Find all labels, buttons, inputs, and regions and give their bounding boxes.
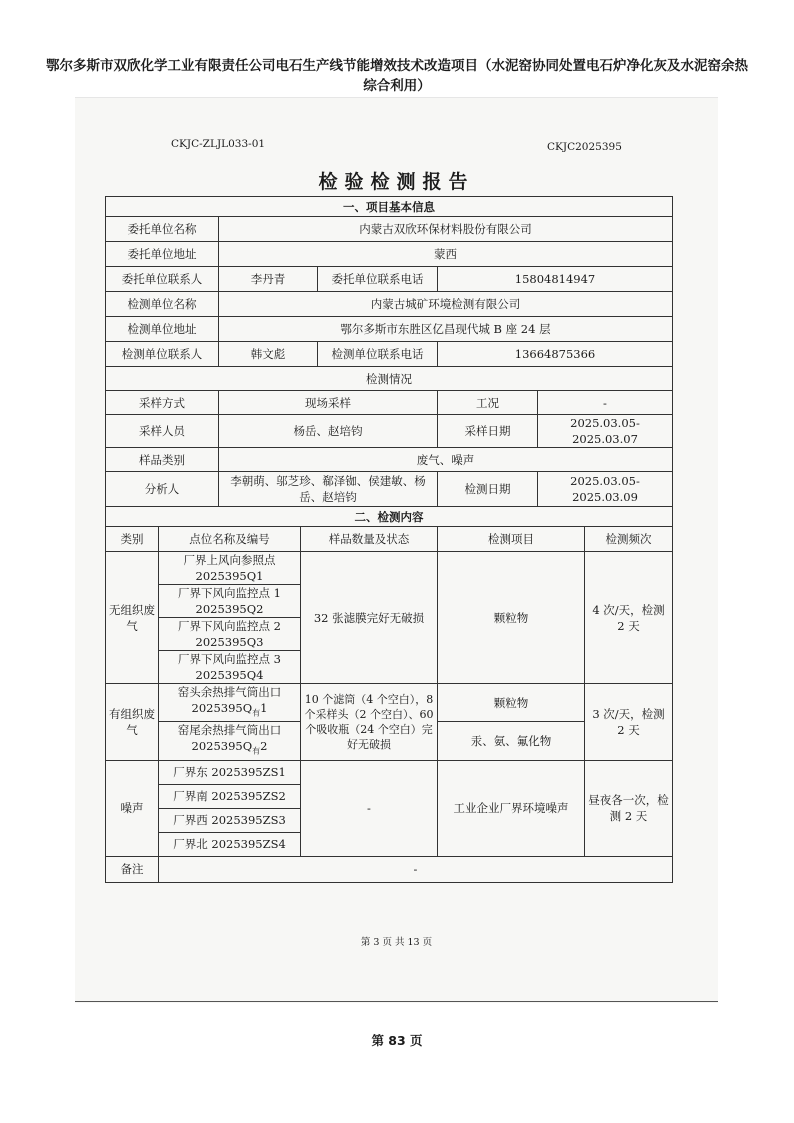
test-frequency: 4 次/天，检测 2 天 xyxy=(585,552,673,684)
client-contact-label: 委托单位联系人 xyxy=(106,267,219,292)
samplers: 杨岳、赵培钧 xyxy=(219,415,438,448)
client-contact: 李丹青 xyxy=(219,267,318,292)
test-frequency: 昼夜各一次，检测 2 天 xyxy=(585,760,673,856)
col-item-header: 检测项目 xyxy=(438,527,585,552)
lab-name-label: 检测单位名称 xyxy=(106,292,219,317)
lab-name: 内蒙古城矿环境检测有限公司 xyxy=(219,292,673,317)
lab-contact-label: 检测单位联系人 xyxy=(106,342,219,367)
samplers-label: 采样人员 xyxy=(106,415,219,448)
category-organized-gas: 有组织废气 xyxy=(106,684,159,761)
lab-address: 鄂尔多斯市东胜区亿昌现代城 B 座 24 层 xyxy=(219,317,673,342)
col-sample-header: 样品数量及状态 xyxy=(301,527,438,552)
sampling-date-label: 采样日期 xyxy=(438,415,538,448)
analysts: 李朝萌、邬芝珍、郗泽铷、侯建敏、杨岳、赵培钧 xyxy=(219,472,438,507)
lab-phone-label: 检测单位联系电话 xyxy=(318,342,438,367)
report-code: CKJC2025395 xyxy=(547,141,622,153)
lab-contact: 韩文彪 xyxy=(219,342,318,367)
point-cell: 厂界南 2025395ZS2 xyxy=(159,784,301,808)
point-cell: 窑尾余热排气筒出口 $2025395Q_有2$ xyxy=(159,722,301,760)
client-address: 蒙西 xyxy=(219,242,673,267)
col-frequency-header: 检测频次 xyxy=(585,527,673,552)
test-item: 颗粒物 xyxy=(438,684,585,722)
point-cell: 厂界西 2025395ZS3 xyxy=(159,808,301,832)
page-number: 第 83 页 xyxy=(371,1033,423,1048)
test-date: 2025.03.05-2025.03.09 xyxy=(538,472,673,507)
scan-bottom-divider xyxy=(75,1001,718,1002)
document-header: 鄂尔多斯市双欣化学工业有限责任公司电石生产线节能增效技术改造项目（水泥窑协同处置电石炉净化灰及水泥窑余热综合利用） xyxy=(46,58,748,94)
sample-type-label: 样品类别 xyxy=(106,448,219,472)
test-item: 颗粒物 xyxy=(438,552,585,684)
report-page-footer: 第 3 页 共 13 页 xyxy=(360,937,433,948)
point-cell: 厂界东 2025395ZS1 xyxy=(159,760,301,784)
sample-type: 废气、噪声 xyxy=(219,448,673,472)
sampling-date: 2025.03.05-2025.03.07 xyxy=(538,415,673,448)
remark: - xyxy=(159,856,673,882)
client-phone: 15804814947 xyxy=(438,267,673,292)
section-basic-info: 一、项目基本信息 xyxy=(106,197,673,217)
test-item: 工业企业厂界环境噪声 xyxy=(438,760,585,856)
client-name: 内蒙古双欣环保材料股份有限公司 xyxy=(219,217,673,242)
point-cell: 厂界上风向参照点 2025395Q1 xyxy=(159,552,301,585)
sample-status: 32 张滤膜完好无破损 xyxy=(301,552,438,684)
point-cell: 厂界北 2025395ZS4 xyxy=(159,832,301,856)
category-unorganized-gas: 无组织废气 xyxy=(106,552,159,684)
point-cell: 厂界下风向监控点 2 2025395Q3 xyxy=(159,618,301,651)
client-address-label: 委托单位地址 xyxy=(106,242,219,267)
analysts-label: 分析人 xyxy=(106,472,219,507)
condition-label: 工况 xyxy=(438,391,538,415)
client-name-label: 委托单位名称 xyxy=(106,217,219,242)
condition: - xyxy=(538,391,673,415)
lab-address-label: 检测单位地址 xyxy=(106,317,219,342)
sample-status: 10 个滤筒（4 个空白），8 个采样头（2 个空白）、60 个吸收瓶（24 个空白）完好无破损 xyxy=(301,684,438,761)
category-noise: 噪声 xyxy=(106,760,159,856)
test-item: 汞、氨、氟化物 xyxy=(438,722,585,760)
form-code: CKJC-ZLJL033-01 xyxy=(171,138,266,150)
col-category-header: 类别 xyxy=(106,527,159,552)
client-phone-label: 委托单位联系电话 xyxy=(318,267,438,292)
point-cell: 窑头余热排气筒出口 $2025395Q_有1$ xyxy=(159,684,301,722)
section-test-content: 二、检测内容 xyxy=(106,507,673,527)
report-title: 检验检测报告 xyxy=(318,171,475,193)
test-frequency: 3 次/天，检测 2 天 xyxy=(585,684,673,761)
point-cell: 厂界下风向监控点 1 2025395Q2 xyxy=(159,585,301,618)
col-point-header: 点位名称及编号 xyxy=(159,527,301,552)
sample-status: - xyxy=(301,760,438,856)
lab-phone: 13664875366 xyxy=(438,342,673,367)
sampling-method: 现场采样 xyxy=(219,391,438,415)
point-cell: 厂界下风向监控点 3 2025395Q4 xyxy=(159,651,301,684)
sampling-method-label: 采样方式 xyxy=(106,391,219,415)
section-test-situation: 检测情况 xyxy=(106,367,673,391)
remark-label: 备注 xyxy=(106,856,159,882)
report-table xyxy=(105,196,673,883)
scanned-report-page xyxy=(75,97,718,1003)
test-date-label: 检测日期 xyxy=(438,472,538,507)
